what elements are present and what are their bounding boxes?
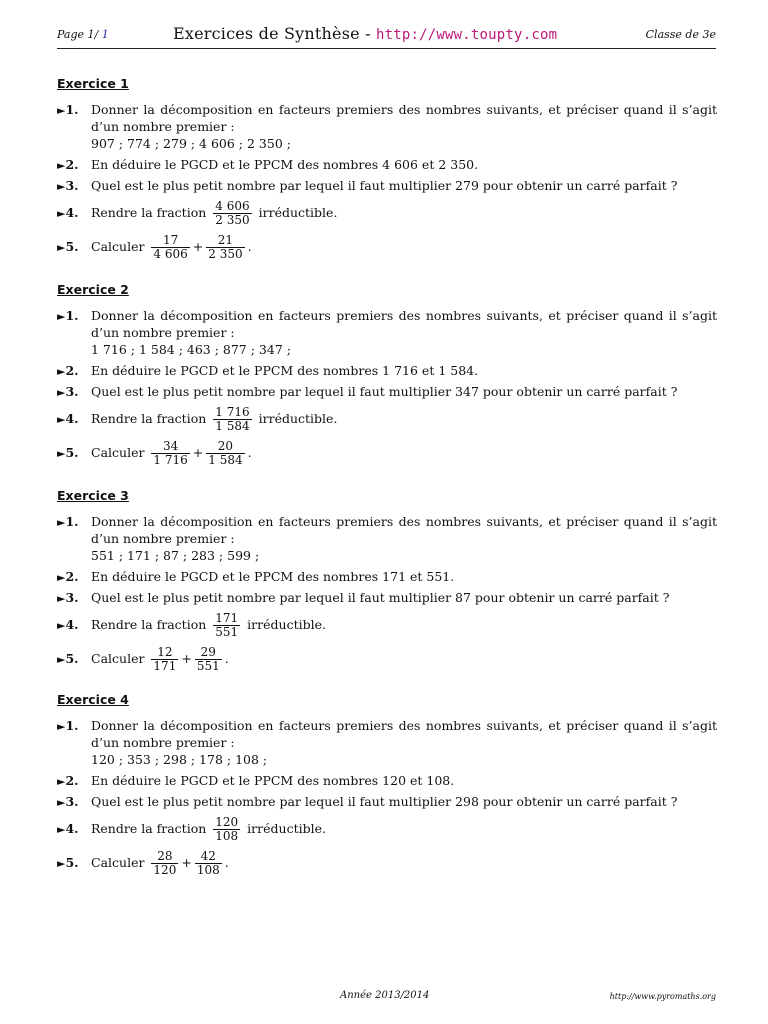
fraction-b: $\frac{42}{108}$	[196, 849, 220, 877]
question-3: ►3. Quel est le plus petit nombre par lequel il faut multiplier 279 pour obtenir un carré parfait ?	[57, 178, 678, 193]
triangle-bullet-icon: ►	[57, 180, 66, 193]
question-5: ►5. Calculer $\frac{34}{1 716}$ + $\frac{20}{1 584}$ .	[57, 439, 252, 467]
question-3: ►3. Quel est le plus petit nombre par lequel il faut multiplier 298 pour obtenir un carré parfait ?	[57, 794, 678, 809]
triangle-bullet-icon: ►	[57, 653, 66, 666]
exercise-3	[57, 488, 717, 678]
number-list: 120 ; 353 ; 298 ; 178 ; 108 ;	[91, 752, 268, 767]
triangle-bullet-icon: ►	[57, 823, 66, 836]
question-1: ►1. Donner la décomposition en facteurs premiers des nombres suivants, et préciser quand il s’agit d’un nombre premier : 551 ; 171 ; 87 ; 283 ; 599 ;	[57, 514, 717, 563]
exercise-2	[57, 282, 717, 472]
triangle-bullet-icon: ►	[57, 592, 66, 605]
school-year: Année 2013/2014	[340, 990, 430, 1001]
question-2: ►2. En déduire le PGCD et le PPCM des nombres 4 606 et 2 350.	[57, 157, 479, 172]
triangle-bullet-icon: ►	[57, 720, 66, 733]
class-level: Classe de 3e	[645, 28, 716, 41]
question-1: ►1. Donner la décomposition en facteurs premiers des nombres suivants, et préciser quand il s’agit d’un nombre premier : 1 716 ; 1 584 ; 463 ; 877 ; 347 ;	[57, 308, 717, 357]
fraction: $\frac{120}{108}$	[215, 815, 239, 843]
exercise-title: Exercice 4	[57, 692, 129, 707]
exercise-title: Exercice 3	[57, 488, 129, 503]
fraction: $\frac{171}{551}$	[215, 611, 239, 639]
question-1: ►1. Donner la décomposition en facteurs premiers des nombres suivants, et préciser quand il s’agit d’un nombre premier : 120 ; 353 ; 298 ; 178 ; 108 ;	[57, 718, 717, 767]
title-url-link[interactable]: http://www.toupty.com	[376, 27, 558, 43]
exercise-title: Exercice 1	[57, 76, 129, 91]
page-total-link[interactable]: 1	[101, 28, 109, 41]
fraction-a: $\frac{12}{171}$	[153, 645, 177, 673]
question-4: ►4. Rendre la fraction $\frac{1 716}{1 584}$ irréductible.	[57, 405, 338, 433]
question-3: ►3. Quel est le plus petit nombre par lequel il faut multiplier 87 pour obtenir un carré parfait ?	[57, 590, 670, 605]
triangle-bullet-icon: ►	[57, 241, 66, 254]
question-4: ►4. Rendre la fraction $\frac{171}{551}$ irréductible.	[57, 611, 326, 639]
triangle-bullet-icon: ►	[57, 413, 66, 426]
question-4: ►4. Rendre la fraction $\frac{120}{108}$ irréductible.	[57, 815, 326, 843]
exercise-4	[57, 692, 717, 882]
fraction-a: $\frac{28}{120}$	[153, 849, 177, 877]
page-header	[57, 22, 716, 49]
triangle-bullet-icon: ►	[57, 796, 66, 809]
question-4: ►4. Rendre la fraction $\frac{4 606}{2 350}$ irréductible.	[57, 199, 338, 227]
fraction: $\frac{1 716}{1 584}$	[215, 405, 250, 433]
fraction: $\frac{4 606}{2 350}$	[215, 199, 250, 227]
question-2: ►2. En déduire le PGCD et le PPCM des nombres 1 716 et 1 584.	[57, 363, 479, 378]
triangle-bullet-icon: ►	[57, 310, 66, 323]
exercise-1	[57, 76, 717, 266]
fraction-b: $\frac{29}{551}$	[196, 645, 220, 673]
question-2: ►2. En déduire le PGCD et le PPCM des nombres 171 et 551.	[57, 569, 455, 584]
fraction-b: $\frac{21}{2 350}$	[208, 233, 243, 261]
fraction-a: $\frac{17}{4 606}$	[153, 233, 188, 261]
triangle-bullet-icon: ►	[57, 386, 66, 399]
question-5: ►5. Calculer $\frac{17}{4 606}$ + $\frac{21}{2 350}$ .	[57, 233, 252, 261]
question-5: ►5. Calculer $\frac{12}{171}$ + $\frac{29}{551}$ .	[57, 645, 229, 673]
footer-site-link[interactable]: http://www.pyromaths.org	[609, 992, 716, 1001]
triangle-bullet-icon: ►	[57, 516, 66, 529]
triangle-bullet-icon: ►	[57, 775, 66, 788]
number-list: 907 ; 774 ; 279 ; 4 606 ; 2 350 ;	[91, 136, 291, 151]
triangle-bullet-icon: ►	[57, 619, 66, 632]
question-2: ►2. En déduire le PGCD et le PPCM des nombres 120 et 108.	[57, 773, 455, 788]
triangle-bullet-icon: ►	[57, 447, 66, 460]
number-list: 551 ; 171 ; 87 ; 283 ; 599 ;	[91, 548, 260, 563]
question-1: ►1. Donner la décomposition en facteurs premiers des nombres suivants, et préciser quand il s’agit d’un nombre premier : 907 ; 774 ; 279 ; 4 606 ; 2 350 ;	[57, 102, 717, 151]
triangle-bullet-icon: ►	[57, 365, 66, 378]
exercise-title: Exercice 2	[57, 282, 129, 297]
triangle-bullet-icon: ►	[57, 104, 66, 117]
number-list: 1 716 ; 1 584 ; 463 ; 877 ; 347 ;	[91, 342, 291, 357]
triangle-bullet-icon: ►	[57, 207, 66, 220]
fraction-b: $\frac{20}{1 584}$	[208, 439, 243, 467]
triangle-bullet-icon: ►	[57, 857, 66, 870]
document-title: Exercices de Synthèse - http://www.toupty.com	[173, 24, 558, 43]
triangle-bullet-icon: ►	[57, 159, 66, 172]
question-5: ►5. Calculer $\frac{28}{120}$ + $\frac{42}{108}$ .	[57, 849, 229, 877]
question-3: ►3. Quel est le plus petit nombre par lequel il faut multiplier 347 pour obtenir un carré parfait ?	[57, 384, 678, 399]
fraction-a: $\frac{34}{1 716}$	[153, 439, 188, 467]
triangle-bullet-icon: ►	[57, 571, 66, 584]
page-indicator: Page 1/ 1	[57, 28, 109, 41]
